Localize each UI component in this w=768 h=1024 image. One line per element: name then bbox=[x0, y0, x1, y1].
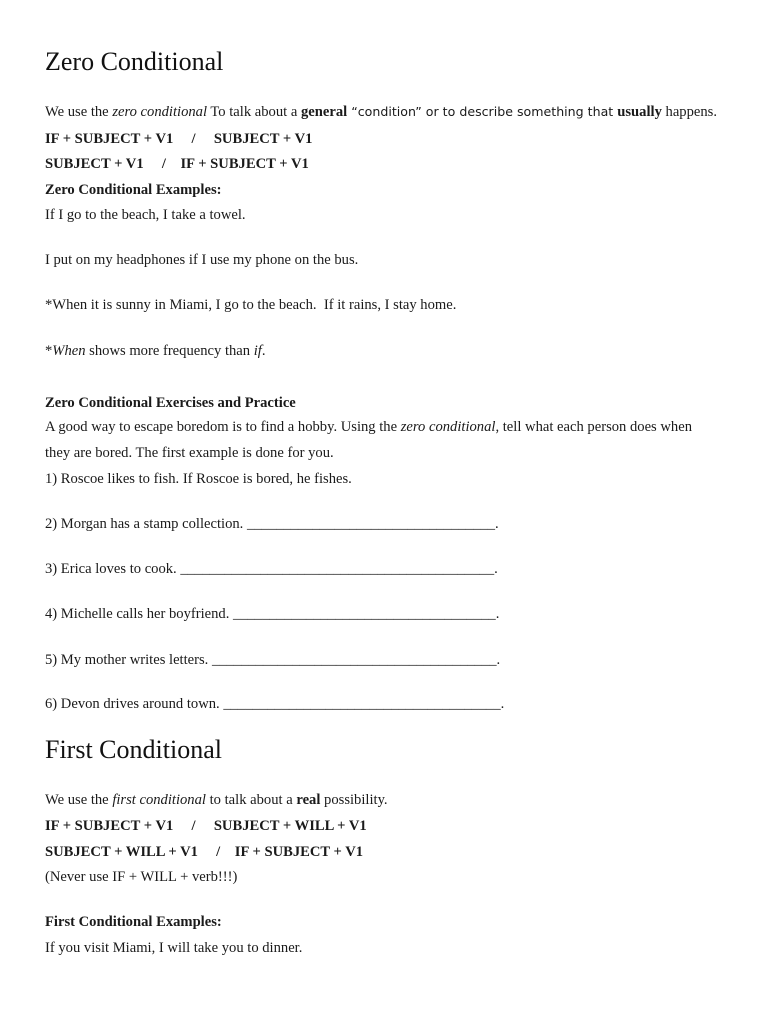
text-run: first conditional bbox=[112, 792, 206, 808]
zero-exercise-intro-line-2: they are bored. The first example is done for you. bbox=[45, 445, 334, 461]
first-intro bbox=[45, 791, 388, 809]
first-formula-1: IF + SUBJECT + V1 / SUBJECT + WILL + V1 bbox=[45, 818, 367, 834]
text-run: real bbox=[296, 792, 321, 808]
text-run: happens. bbox=[661, 104, 717, 120]
text-run: usually bbox=[617, 104, 662, 120]
text-run: possibility. bbox=[320, 792, 388, 808]
exercise-item: 5) My mother writes letters. _______________________________________. bbox=[45, 652, 501, 668]
first-formula-2: SUBJECT + WILL + V1 / IF + SUBJECT + V1 bbox=[45, 844, 364, 860]
text-run: To talk about a bbox=[207, 104, 301, 120]
zero-examples-heading: Zero Conditional Examples: bbox=[45, 182, 222, 198]
first-examples-heading: First Conditional Examples: bbox=[45, 914, 222, 930]
exercise-item: 3) Erica loves to cook. ___________________________________________. bbox=[45, 561, 498, 577]
text-run: When bbox=[52, 343, 86, 359]
exercise-item: 4) Michelle calls her boyfriend. ____________________________________. bbox=[45, 606, 500, 622]
text-run: , tell what each person does when bbox=[495, 419, 692, 435]
zero-conditional-title: Zero Conditional bbox=[45, 47, 224, 76]
exercise-item: 2) Morgan has a stamp collection. __________________________________. bbox=[45, 516, 499, 532]
text-run: zero conditional bbox=[400, 419, 496, 435]
zero-intro bbox=[45, 103, 717, 121]
text-run: general bbox=[301, 104, 348, 120]
text-run: to talk about a bbox=[205, 792, 297, 808]
text-run: “condition” or to describe something that bbox=[347, 104, 618, 119]
text-run: shows more frequency than bbox=[85, 343, 254, 359]
text-run: We use the bbox=[45, 792, 113, 808]
zero-note bbox=[45, 342, 265, 360]
zero-exercise-intro-line-1 bbox=[45, 418, 692, 436]
zero-exercises-heading: Zero Conditional Exercises and Practice bbox=[45, 395, 296, 411]
text-run: zero conditional bbox=[112, 104, 208, 120]
text-run: We use the bbox=[45, 104, 113, 120]
zero-formula-1: IF + SUBJECT + V1 / SUBJECT + V1 bbox=[45, 131, 313, 147]
text-run: * bbox=[45, 343, 53, 359]
first-example-1: If you visit Miami, I will take you to dinner. bbox=[45, 940, 303, 956]
exercise-item: 1) Roscoe likes to fish. If Roscoe is bored, he fishes. bbox=[45, 471, 352, 487]
text-run: if bbox=[253, 343, 262, 359]
zero-example-3: *When it is sunny in Miami, I go to the beach. If it rains, I stay home. bbox=[45, 297, 457, 313]
zero-example-1: If I go to the beach, I take a towel. bbox=[45, 207, 246, 223]
zero-example-2: I put on my headphones if I use my phone on the bus. bbox=[45, 252, 359, 268]
first-conditional-title: First Conditional bbox=[45, 735, 222, 764]
text-run: A good way to escape boredom is to find a hobby. Using the bbox=[45, 419, 401, 435]
exercise-item: 6) Devon drives around town. ______________________________________. bbox=[45, 696, 505, 712]
text-run: . bbox=[261, 343, 266, 359]
first-warning: (Never use IF + WILL + verb!!!) bbox=[45, 869, 238, 885]
zero-formula-2: SUBJECT + V1 / IF + SUBJECT + V1 bbox=[45, 156, 309, 172]
